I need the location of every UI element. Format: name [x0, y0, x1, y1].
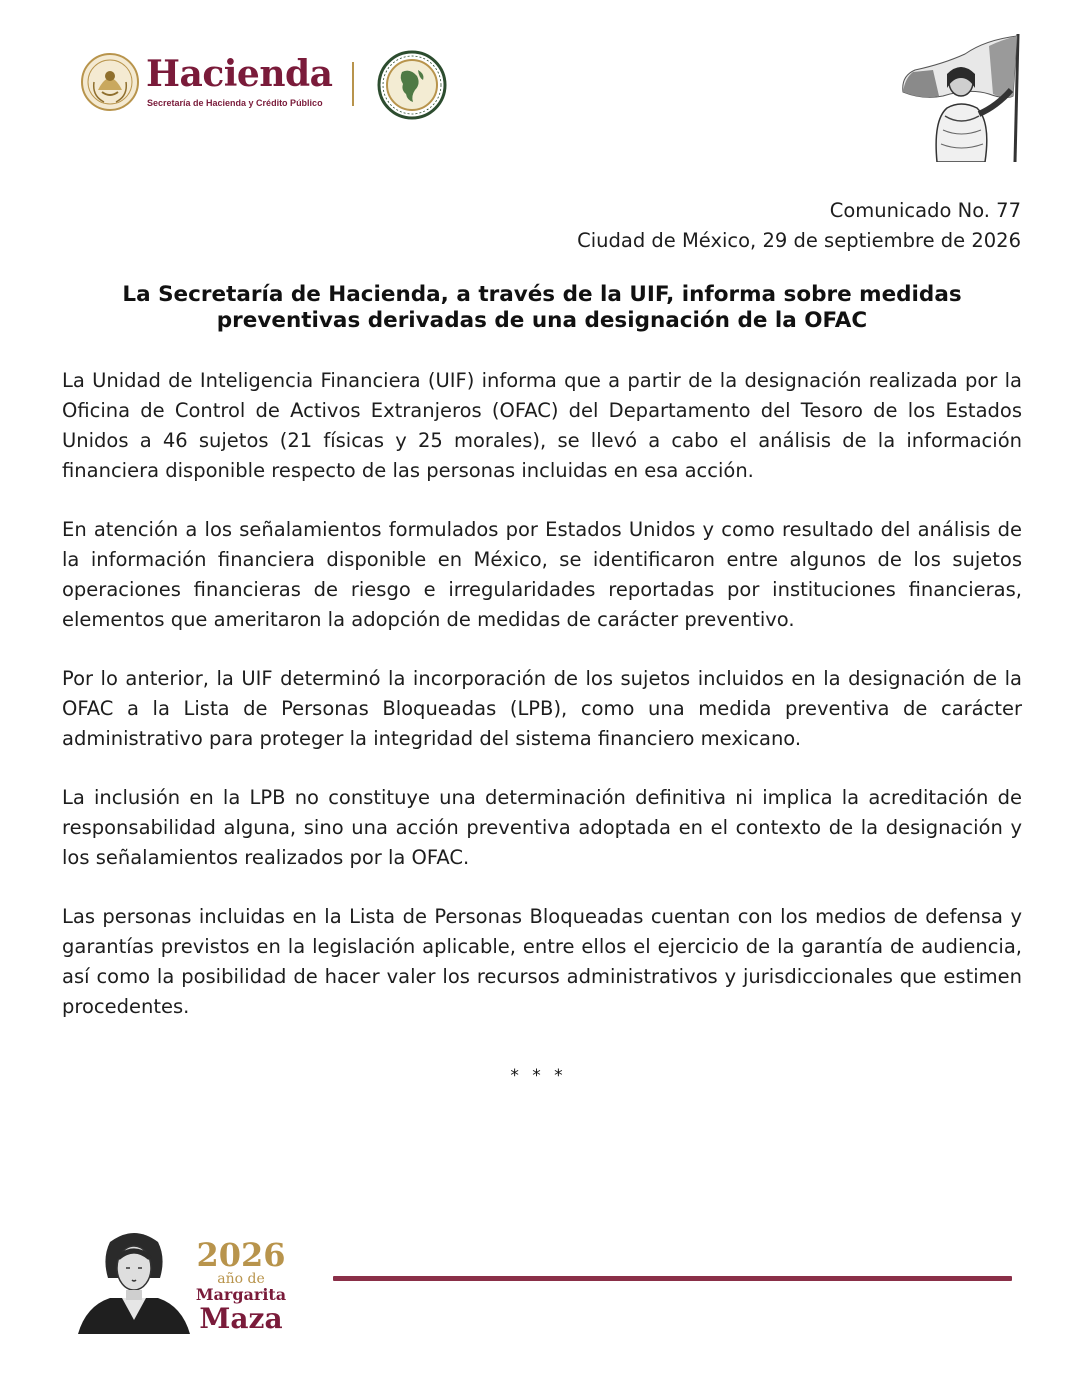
woman-with-flag-illustration — [893, 30, 1023, 162]
year-name-first: Margarita — [195, 1285, 287, 1304]
body-paragraph: Las personas incluidas en la Lista de Personas Bloqueadas cuentan con los medios de defensa y garantías previstos en la legislación aplicable, entre ellos el ejercicio de la garantía de audiencia, así como la posibilidad de hacer valer los recursos administrativos y jurisdiccionales que estimen procedentes. — [62, 905, 1022, 1018]
logo-divider — [352, 62, 354, 106]
body-paragraph: La Unidad de Inteligencia Financiera (UIF) informa que a partir de la designación realizada por la Oficina de Control de Activos Extranjeros (OFAC) del Departamento del Tesoro de los Estados Unidos a 46 sujetos (21 físicas y 25 morales), se llevó a cabo el análisis de la información financiera disponible respecto de las personas incluidas en esa acción. — [62, 369, 1022, 482]
year-number: 2026 — [196, 1236, 286, 1274]
document-body — [62, 366, 1022, 1051]
letterhead — [0, 0, 1077, 170]
document-title: La Secretaría de Hacienda, a través de la UIF, informa sobre medidas preventivas derivadas de una designación de la OFAC — [122, 282, 962, 333]
mexican-coat-of-arms-seal-icon — [80, 52, 140, 112]
communique-number: Comunicado No. 77 — [829, 199, 1021, 222]
hacienda-logo-wordmark: Hacienda — [146, 53, 333, 95]
year-label: año de — [217, 1271, 265, 1287]
year-name-last: Maza — [199, 1302, 283, 1335]
body-paragraph: Por lo anterior, la UIF determinó la incorporación de los sujetos incluidos en la designación de la OFAC a la Lista de Personas Bloqueadas (LPB), como una medida preventiva de carácter administrativo para proteger la integridad del sistema financiero mexicano. — [62, 667, 1022, 750]
body-paragraph: En atención a los señalamientos formulados por Estados Unidos y como resultado del análisis de la información financiera disponible en México, se identificaron entre algunos de los sujetos operaciones financieras de riesgo e irregularidades reportadas por instituciones financieras, elementos que ameritaron la adopción de medidas de carácter preventivo. — [62, 518, 1022, 631]
hacienda-logo-subtitle: Secretaría de Hacienda y Crédito Público — [147, 98, 323, 108]
communique-place-date: Ciudad de México, 29 de septiembre de 2026 — [577, 229, 1021, 252]
uif-seal-icon — [377, 50, 447, 120]
communique-meta — [577, 196, 1021, 256]
year-margarita-maza-logo — [195, 1238, 287, 1334]
margarita-maza-portrait-illustration — [76, 1228, 192, 1336]
closing-separator: * * * — [510, 1066, 567, 1086]
body-paragraph: La inclusión en la LPB no constituye una determinación definitiva ni implica la acreditación de responsabilidad alguna, sino una acción preventiva adoptada en el contexto de la designación y los señalamientos realizados por la OFAC. — [62, 786, 1022, 869]
footer-rule — [333, 1276, 1012, 1281]
